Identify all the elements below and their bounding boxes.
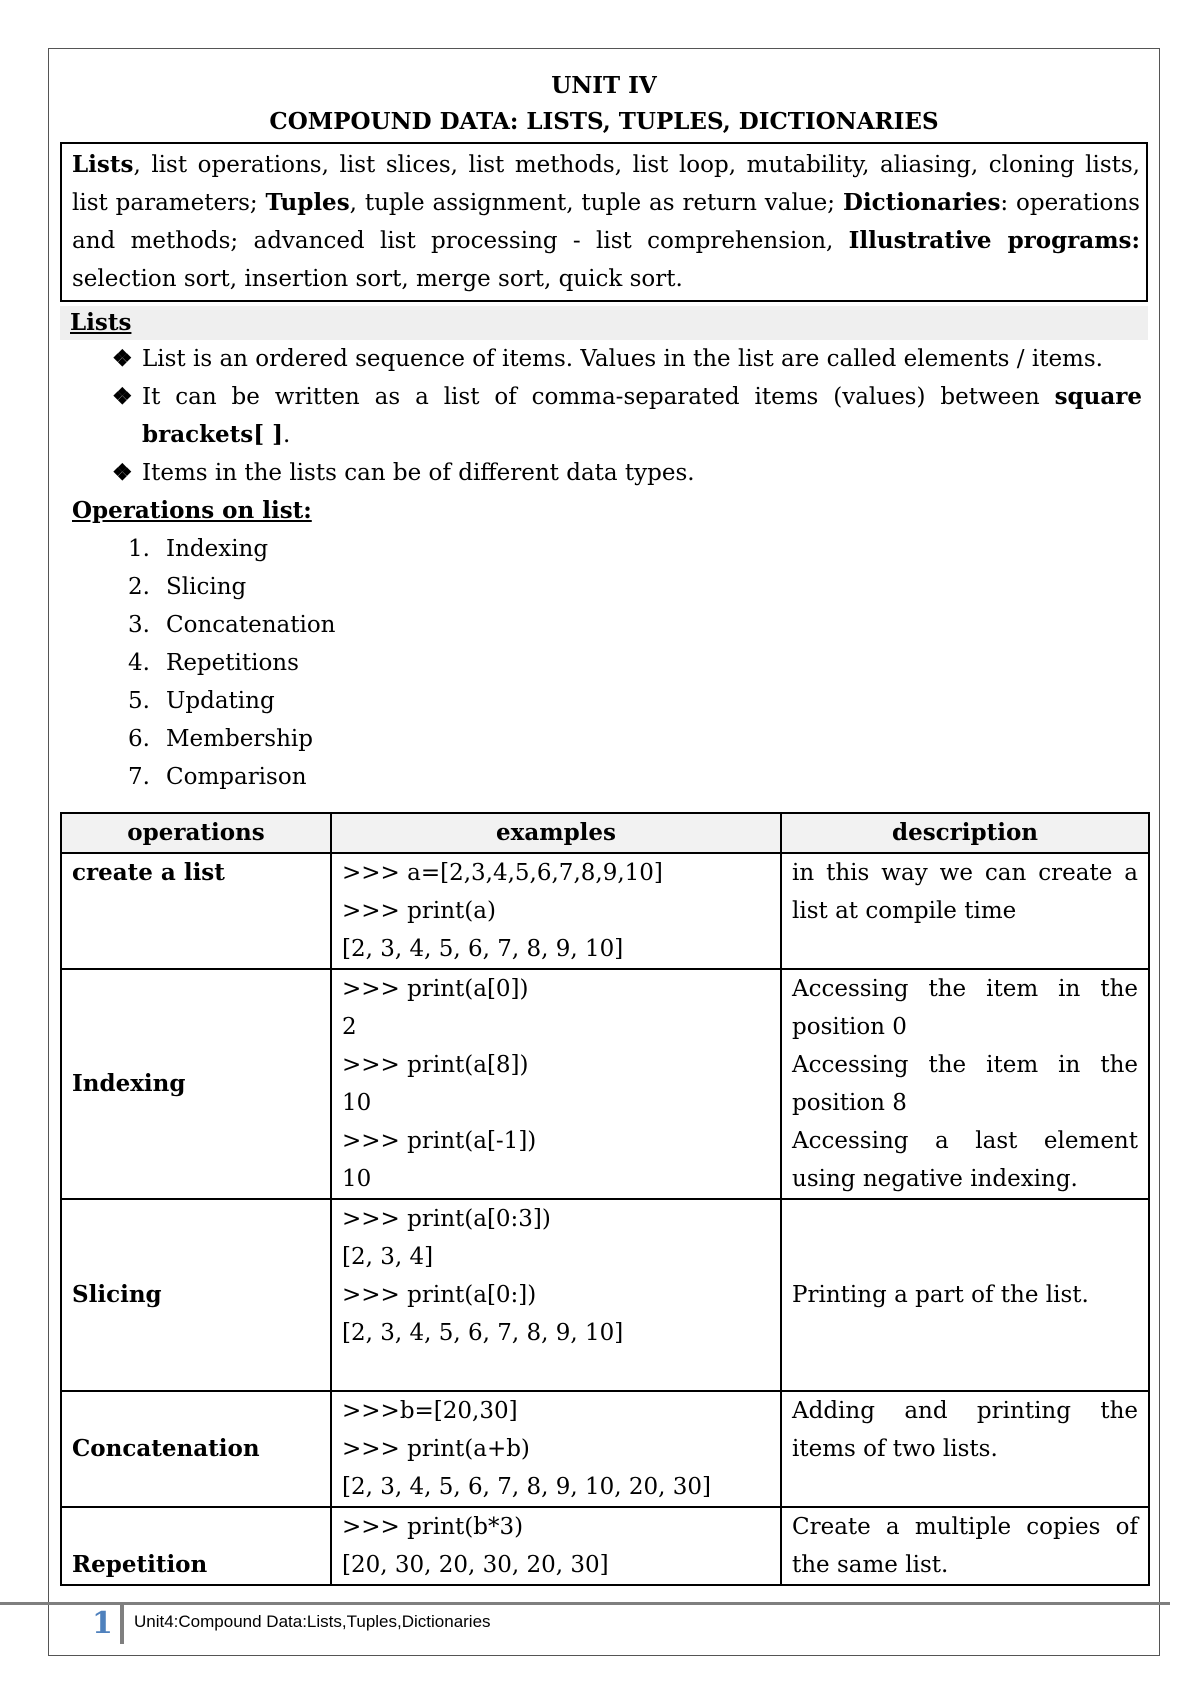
syllabus-text-3: : operations and methods; advanced list processing - list comprehension,: [72, 190, 1140, 254]
item-label: Repetitions: [166, 650, 299, 676]
section-heading-lists: Lists: [60, 306, 1148, 340]
operations-list: [60, 530, 1148, 796]
code-line: >>> print(a): [342, 898, 496, 924]
item-label: Indexing: [166, 536, 269, 562]
table-row: [61, 1507, 1149, 1585]
item-number: 7.: [128, 764, 150, 790]
code-line: 10: [342, 1090, 372, 1116]
item-label: Comparison: [166, 764, 307, 790]
item-number: 5.: [128, 688, 150, 714]
op-cell: Indexing: [61, 969, 331, 1199]
examples-cell: [331, 1199, 781, 1391]
item-label: Slicing: [166, 574, 247, 600]
description-cell: in this way we can create a list at compile time: [781, 853, 1149, 969]
bullet-text: It can be written as a list of comma-separated items (values) between: [142, 384, 1055, 410]
item-number: 1.: [128, 536, 150, 562]
code-line: [2, 3, 4]: [342, 1244, 434, 1270]
list-item: [128, 530, 1148, 568]
syllabus-box: [60, 142, 1148, 302]
list-item: [128, 682, 1148, 720]
description-cell: [781, 969, 1149, 1199]
header-operations: operations: [61, 813, 331, 853]
page-title: COMPOUND DATA: LISTS, TUPLES, DICTIONARIES: [269, 108, 939, 135]
item-number: 4.: [128, 650, 150, 676]
diamond-bullet-icon: ❖: [112, 345, 133, 372]
examples-cell: [331, 853, 781, 969]
list-item: [128, 720, 1148, 758]
code-line: 2: [342, 1014, 357, 1040]
code-line: [2, 3, 4, 5, 6, 7, 8, 9, 10]: [342, 1320, 624, 1346]
bullet-text: Items in the lists can be of different data types.: [142, 460, 695, 486]
code-line: >>> print(a[8]): [342, 1052, 529, 1078]
op-cell: create a list: [61, 853, 331, 969]
item-number: 6.: [128, 726, 150, 752]
page-number: 1: [92, 1606, 113, 1641]
syllabus-lists: Lists: [72, 151, 134, 178]
list-item: [112, 378, 1148, 454]
description-text: Accessing a last element using negative indexing.: [792, 1128, 1138, 1192]
code-line: >>> print(a[0]): [342, 976, 529, 1002]
code-line: [2, 3, 4, 5, 6, 7, 8, 9, 10, 20, 30]: [342, 1474, 712, 1500]
header-examples: examples: [331, 813, 781, 853]
item-label: Concatenation: [166, 612, 336, 638]
list-item: [128, 644, 1148, 682]
footer-separator: [120, 1604, 124, 1644]
item-label: Updating: [166, 688, 275, 714]
table-row: [61, 1199, 1149, 1391]
description-cell: Create a multiple copies of the same list.: [781, 1507, 1149, 1585]
table-row: [61, 853, 1149, 969]
list-item: [112, 340, 1148, 378]
code-line: >>> print(a+b): [342, 1436, 530, 1462]
item-number: 3.: [128, 612, 150, 638]
item-number: 2.: [128, 574, 150, 600]
code-line: >>> print(a[0:]): [342, 1282, 537, 1308]
list-item: [112, 454, 1148, 492]
code-line: 10: [342, 1166, 372, 1192]
bullet-bold-text: square brackets[ ]: [142, 383, 1142, 448]
description-text: Accessing the item in the position 8: [792, 1052, 1138, 1116]
code-line: >>> print(b*3): [342, 1514, 524, 1540]
footer-text: Unit4:Compound Data:Lists,Tuples,Dictionaries: [134, 1612, 491, 1631]
bullet-text: List is an ordered sequence of items. Values in the list are called elements / items.: [142, 346, 1103, 372]
list-item: [128, 758, 1148, 796]
list-item: [128, 568, 1148, 606]
diamond-bullet-icon: ❖: [112, 383, 133, 410]
code-line: >>>b=[20,30]: [342, 1398, 518, 1424]
list-item: [128, 606, 1148, 644]
table-row: [61, 1391, 1149, 1507]
code-line: >>> print(a[-1]): [342, 1128, 537, 1154]
table-header-row: [61, 813, 1149, 853]
examples-cell: [331, 1391, 781, 1507]
operations-heading: Operations on list:: [72, 497, 312, 524]
table-row: [61, 969, 1149, 1199]
diamond-bullet-icon: ❖: [112, 459, 133, 486]
description-cell: Printing a part of the list.: [781, 1199, 1149, 1391]
page-content: [60, 68, 1148, 1586]
syllabus-text-4: selection sort, insertion sort, merge sort, quick sort.: [72, 266, 683, 292]
code-line: [20, 30, 20, 30, 20, 30]: [342, 1552, 609, 1578]
code-line: >>> a=[2,3,4,5,6,7,8,9,10]: [342, 860, 663, 886]
op-cell: Repetition: [61, 1507, 331, 1585]
item-label: Membership: [166, 726, 313, 752]
syllabus-text-1: , list operations, list slices, list methods, list loop, mutability, aliasing, cloning lists, list parameters;: [72, 152, 1140, 216]
syllabus-programs: Illustrative programs:: [848, 227, 1140, 254]
op-cell: Concatenation: [61, 1391, 331, 1507]
examples-cell: [331, 969, 781, 1199]
lists-bullets: [60, 340, 1148, 492]
syllabus-tuples: Tuples: [265, 189, 350, 216]
code-line: >>> print(a[0:3]): [342, 1206, 551, 1232]
footer-rule: [0, 1602, 1170, 1605]
bullet-text-end: .: [283, 422, 291, 448]
examples-cell: [331, 1507, 781, 1585]
description-cell: Adding and printing the items of two lists.: [781, 1391, 1149, 1507]
unit-title: UNIT IV: [551, 72, 657, 99]
header-description: description: [781, 813, 1149, 853]
operations-table: [60, 812, 1150, 1586]
description-text: Accessing the item in the position 0: [792, 976, 1138, 1040]
op-cell: Slicing: [61, 1199, 331, 1391]
syllabus-text-2: , tuple assignment, tuple as return value;: [349, 190, 843, 216]
syllabus-dictionaries: Dictionaries: [842, 189, 1001, 216]
code-line: [2, 3, 4, 5, 6, 7, 8, 9, 10]: [342, 936, 624, 962]
